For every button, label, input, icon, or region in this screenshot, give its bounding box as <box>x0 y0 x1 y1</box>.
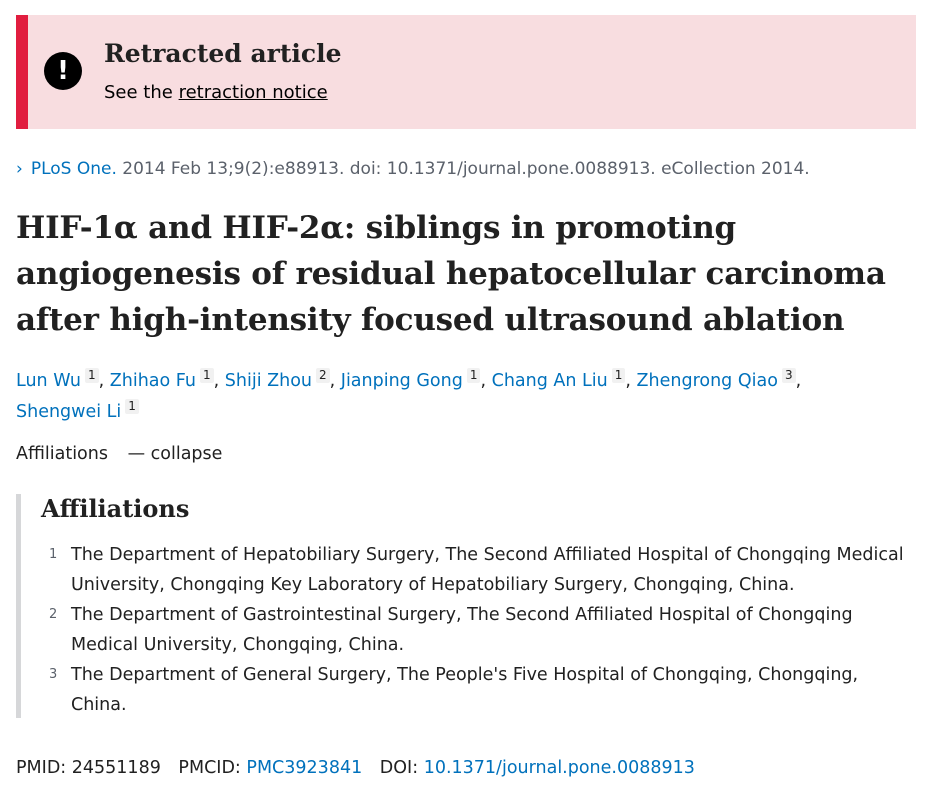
pmid-group <box>16 758 166 778</box>
doi-group <box>380 758 695 778</box>
author-link[interactable]: Shiji Zhou <box>224 371 312 391</box>
author-item <box>636 368 796 391</box>
affiliation-ref[interactable]: 1 <box>612 368 626 383</box>
author-link[interactable]: Chang An Liu <box>491 371 608 391</box>
retraction-banner <box>16 15 916 129</box>
article-identifiers <box>16 758 707 778</box>
affiliation-number: 1 <box>49 547 58 562</box>
journal-link[interactable]: PLoS One. <box>30 159 117 179</box>
affiliation-item <box>47 600 917 660</box>
affiliation-text: The Department of Gastrointestinal Surgery, The Second Affiliated Hospital of Chongqing Medical University, Chongqing, China. <box>71 605 853 655</box>
affiliation-ref[interactable]: 1 <box>200 368 214 383</box>
pmcid-label: PMCID: <box>178 758 241 778</box>
dash-icon: — <box>127 444 146 464</box>
affiliations-list <box>47 540 917 720</box>
citation-details: 2014 Feb 13;9(2):e88913. doi: 10.1371/journal.pone.0088913. eCollection 2014. <box>122 159 810 179</box>
affiliation-item <box>47 660 917 720</box>
article-title: HIF-1α and HIF-2α: siblings in promoting angiogenesis of residual hepatocellular carcinoma after high-intensity focused ultrasound ablation <box>16 210 886 338</box>
author-item <box>16 399 139 422</box>
affiliation-number: 2 <box>49 607 58 622</box>
pmcid-group <box>178 758 367 778</box>
retraction-title: Retracted article <box>104 39 342 68</box>
chevron-right-icon[interactable]: › <box>16 159 23 179</box>
affiliations-heading: Affiliations <box>41 494 190 523</box>
pmid-value: 24551189 <box>71 758 161 778</box>
affiliation-text: The Department of Hepatobiliary Surgery, The Second Affiliated Hospital of Chongqing Medical University, Chongqing Key Laboratory of Hepatobiliary Surgery, Chongqing, China. <box>71 545 904 595</box>
affiliation-item <box>47 540 917 600</box>
affiliations-collapse-button[interactable] <box>128 444 223 464</box>
affiliation-ref[interactable]: 3 <box>782 368 796 383</box>
affiliation-ref[interactable]: 1 <box>125 399 139 414</box>
affiliation-number: 3 <box>49 667 58 682</box>
author-link[interactable]: Shengwei Li <box>16 402 122 422</box>
pmid-label: PMID: <box>16 758 67 778</box>
author-item <box>109 368 214 391</box>
author-item <box>340 368 481 391</box>
author-link[interactable]: Lun Wu <box>16 371 81 391</box>
affiliation-ref[interactable]: 1 <box>467 368 481 383</box>
affiliation-ref[interactable]: 2 <box>316 368 330 383</box>
affiliation-ref[interactable]: 1 <box>85 368 99 383</box>
affiliations-toggle-label: Affiliations <box>16 444 108 464</box>
retraction-text-prefix: See the <box>104 82 173 103</box>
pmcid-link[interactable]: PMC3923841 <box>246 758 363 778</box>
author-link[interactable]: Zhengrong Qiao <box>636 371 778 391</box>
retraction-notice-link[interactable]: retraction notice <box>178 82 328 103</box>
collapse-label: collapse <box>150 444 223 464</box>
citation-line <box>16 159 810 179</box>
author-item <box>16 368 99 391</box>
doi-label: DOI: <box>379 758 419 778</box>
affiliations-toggle-row <box>16 444 222 464</box>
author-item <box>491 368 626 391</box>
author-link[interactable]: Zhihao Fu <box>109 371 196 391</box>
author-link[interactable]: Jianping Gong <box>340 371 463 391</box>
affiliations-panel <box>16 494 916 718</box>
doi-link[interactable]: 10.1371/journal.pone.0088913 <box>423 758 695 778</box>
retraction-text <box>104 82 328 103</box>
affiliation-text: The Department of General Surgery, The People's Five Hospital of Chongqing, Chongqing, China. <box>71 665 859 715</box>
exclamation-circle-icon: ! <box>44 52 82 90</box>
authors-list: Lun Wu 1 , Zhihao Fu 1 , Shiji Zhou 2 , Jianping Gong 1 , Chang An Liu 1 , Zhengrong Qiao 3 , Shengwei Li 1 <box>16 368 802 422</box>
author-item <box>224 368 330 391</box>
